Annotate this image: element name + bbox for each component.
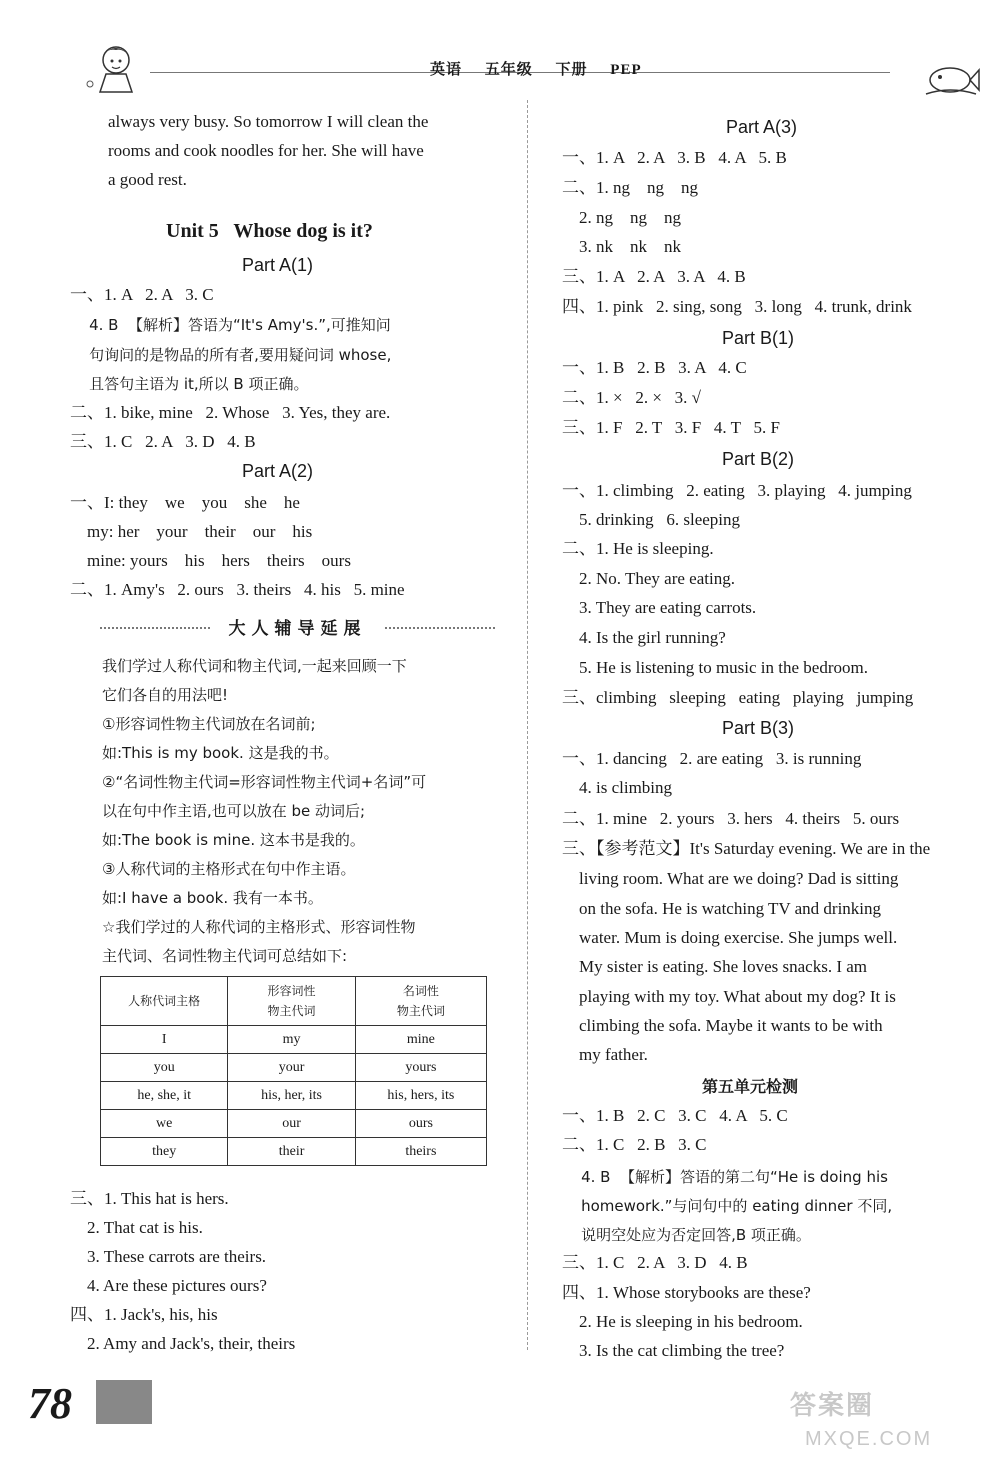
watermark-url: MXQE.COM <box>805 1428 933 1450</box>
intro-line: always very busy. So tomorrow I will clean the <box>108 112 429 131</box>
extension-line: 主代词、名词性物主代词可总结如下: <box>102 947 348 965</box>
table-cell: our <box>228 1110 355 1138</box>
extension-line: 如:I have a book. 我有一本书。 <box>102 889 323 907</box>
answer-line: homework.”与问句中的 eating dinner 不同, <box>562 1197 893 1215</box>
table-cell: we <box>101 1110 228 1138</box>
table-header-cell: 名词性 物主代词 <box>355 977 486 1026</box>
answer-line: 一、I: they we you she he <box>70 493 300 512</box>
table-header-cell: 形容词性 物主代词 <box>228 977 355 1026</box>
table-cell: mine <box>355 1026 486 1054</box>
extension-line: ③人称代词的主格形式在句中作主语。 <box>102 860 356 878</box>
extension-line: 如:The book is mine. 这本书是我的。 <box>102 831 365 849</box>
page-number-decoration <box>96 1380 152 1424</box>
column-divider <box>527 100 528 1350</box>
extension-line: ①形容词性物主代词放在名词前; <box>102 715 316 733</box>
answer-line: mine: yours his hers theirs ours <box>70 551 351 570</box>
answer-line: living room. What are we doing? Dad is sitting <box>562 869 899 888</box>
part-b1-title: Part B(1) <box>722 328 795 348</box>
answer-line: 4. B 【解析】答语为“It's Amy's.”,可推知问 <box>70 316 391 334</box>
table-cell: their <box>228 1138 355 1166</box>
answer-line: 4. Are these pictures ours? <box>70 1276 267 1295</box>
part-b2-title: Part B(2) <box>722 449 795 469</box>
table-row <box>101 1054 487 1082</box>
part-a2-title: Part A(2) <box>242 461 314 481</box>
unit-test-title: 第五单元检测 <box>702 1079 799 1096</box>
part-b3-title: Part B(3) <box>722 718 795 738</box>
pronoun-table <box>100 976 487 1166</box>
answer-line: water. Mum is doing exercise. She jumps well. <box>562 928 898 947</box>
table-cell: my <box>228 1026 355 1054</box>
table-row <box>101 1138 487 1166</box>
table-cell: yours <box>355 1054 486 1082</box>
answer-line: 一、1. climbing 2. eating 3. playing 4. jumping <box>562 481 912 500</box>
answer-line: 三、1. A 2. A 3. A 4. B <box>562 267 746 286</box>
intro-line: a good rest. <box>108 170 187 189</box>
fish-illustration-icon <box>922 58 980 98</box>
page-number: 78 <box>28 1379 72 1428</box>
answer-line: 三、1. C 2. A 3. D 4. B <box>562 1253 748 1272</box>
answer-line: 四、1. Whose storybooks are these? <box>562 1283 811 1302</box>
table-cell: his, hers, its <box>355 1082 486 1110</box>
table-cell: theirs <box>355 1138 486 1166</box>
answer-line: 四、1. pink 2. sing, song 3. long 4. trunk, drink <box>562 297 912 316</box>
header-text <box>430 58 660 79</box>
extension-line: 我们学过人称代词和物主代词,一起来回顾一下 <box>102 657 407 675</box>
extension-title: 大人辅导延展 <box>228 619 367 639</box>
table-row <box>101 1026 487 1054</box>
page-header <box>0 52 1000 92</box>
answer-line: 二、1. bike, mine 2. Whose 3. Yes, they are. <box>70 403 391 422</box>
answer-line: 一、1. dancing 2. are eating 3. is running <box>562 749 862 768</box>
answer-line: my father. <box>562 1045 648 1064</box>
table-cell: his, her, its <box>228 1082 355 1110</box>
table-cell: ours <box>355 1110 486 1138</box>
answer-line: 二、1. C 2. B 3. C <box>562 1135 707 1154</box>
answer-line: 5. drinking 6. sleeping <box>562 510 741 529</box>
extension-title-bar <box>100 614 495 642</box>
answer-line: 三、1. This hat is hers. <box>70 1189 229 1208</box>
answer-line: 二、1. Amy's 2. ours 3. theirs 4. his 5. mine <box>70 580 405 599</box>
answer-line: 2. Amy and Jack's, their, theirs <box>70 1334 296 1353</box>
header-term: 下册 <box>555 62 588 78</box>
answer-line: 5. He is listening to music in the bedroom. <box>562 658 868 677</box>
table-header-cell: 人称代词主格 <box>101 977 228 1026</box>
answer-line: 二、1. ng ng ng <box>562 178 698 197</box>
answer-line: 二、1. × 2. × 3. √ <box>562 388 702 407</box>
watermark-logo: 答案圈 <box>790 1390 875 1420</box>
extension-line: 如:This is my book. 这是我的书。 <box>102 744 339 762</box>
header-subject: 英语 <box>430 62 463 78</box>
answer-line: 3. They are eating carrots. <box>562 598 757 617</box>
extension-line: ☆我们学过的人称代词的主格形式、形容词性物 <box>102 918 416 936</box>
answer-line: 3. These carrots are theirs. <box>70 1247 267 1266</box>
table-row <box>101 1110 487 1138</box>
answer-line: 一、1. A 2. A 3. B 4. A 5. B <box>562 148 787 167</box>
table-header-row <box>101 977 487 1026</box>
header-edition: PEP <box>610 62 642 78</box>
table-cell: your <box>228 1054 355 1082</box>
table-cell: you <box>101 1054 228 1082</box>
answer-line: 3. Is the cat climbing the tree? <box>562 1341 785 1360</box>
header-grade: 五年级 <box>484 62 533 78</box>
answer-line: 4. B 【解析】答语的第二句“He is doing his <box>562 1168 888 1186</box>
answer-line: 三、1. F 2. T 3. F 4. T 5. F <box>562 418 780 437</box>
answer-line: 句询问的是物品的所有者,要用疑问词 whose, <box>70 346 392 364</box>
answer-line: my: her your their our his <box>70 522 313 541</box>
answer-line: 二、1. mine 2. yours 3. hers 4. theirs 5. ours <box>562 809 900 828</box>
answer-line: My sister is eating. She loves snacks. I am <box>562 957 868 976</box>
intro-line: rooms and cook noodles for her. She will have <box>108 141 424 160</box>
answer-line: 三、1. C 2. A 3. D 4. B <box>70 432 256 451</box>
girl-illustration-icon <box>82 38 144 96</box>
answer-line: 三、climbing sleeping eating playing jumping <box>562 688 914 707</box>
part-a3-title: Part A(3) <box>726 117 798 137</box>
answer-line: playing with my toy. What about my dog? It is <box>562 987 896 1006</box>
answer-line: 2. That cat is his. <box>70 1218 203 1237</box>
answer-line: 2. He is sleeping in his bedroom. <box>562 1312 803 1331</box>
answer-line: 2. No. They are eating. <box>562 569 735 588</box>
answer-line: climbing the sofa. Maybe it wants to be with <box>562 1016 883 1035</box>
table-cell: they <box>101 1138 228 1166</box>
dotted-rule <box>100 627 210 629</box>
answer-line: 4. is climbing <box>562 778 673 797</box>
table-row <box>101 1082 487 1110</box>
answer-line: 一、1. B 2. B 3. A 4. C <box>562 358 747 377</box>
answer-line: on the sofa. He is watching TV and drinking <box>562 899 882 918</box>
answer-line: 4. Is the girl running? <box>562 628 726 647</box>
part-a1-title: Part A(1) <box>242 255 314 275</box>
answer-line: 三、【参考范文】It's Saturday evening. We are in the <box>562 839 931 858</box>
extension-line: ②“名词性物主代词=形容词性物主代词+名词”可 <box>102 773 427 791</box>
answer-line: 一、1. B 2. C 3. C 4. A 5. C <box>562 1106 788 1125</box>
answer-line: 2. ng ng ng <box>562 208 681 227</box>
table-cell: he, she, it <box>101 1082 228 1110</box>
extension-line: 以在句中作主语,也可以放在 be 动词后; <box>102 802 366 820</box>
answer-line: 说明空处应为否定回答,B 项正确。 <box>562 1226 811 1244</box>
extension-line: 它们各自的用法吧! <box>102 686 229 704</box>
dotted-rule <box>385 627 495 629</box>
answer-line: 四、1. Jack's, his, his <box>70 1305 218 1324</box>
answer-line: 一、1. A 2. A 3. C <box>70 285 214 304</box>
answer-line: 二、1. He is sleeping. <box>562 539 714 558</box>
table-cell: I <box>101 1026 228 1054</box>
answer-line: 且答句主语为 it,所以 B 项正确。 <box>70 375 309 393</box>
answer-line: 3. nk nk nk <box>562 237 681 256</box>
unit-title: Unit 5 Whose dog is it? <box>166 220 373 242</box>
